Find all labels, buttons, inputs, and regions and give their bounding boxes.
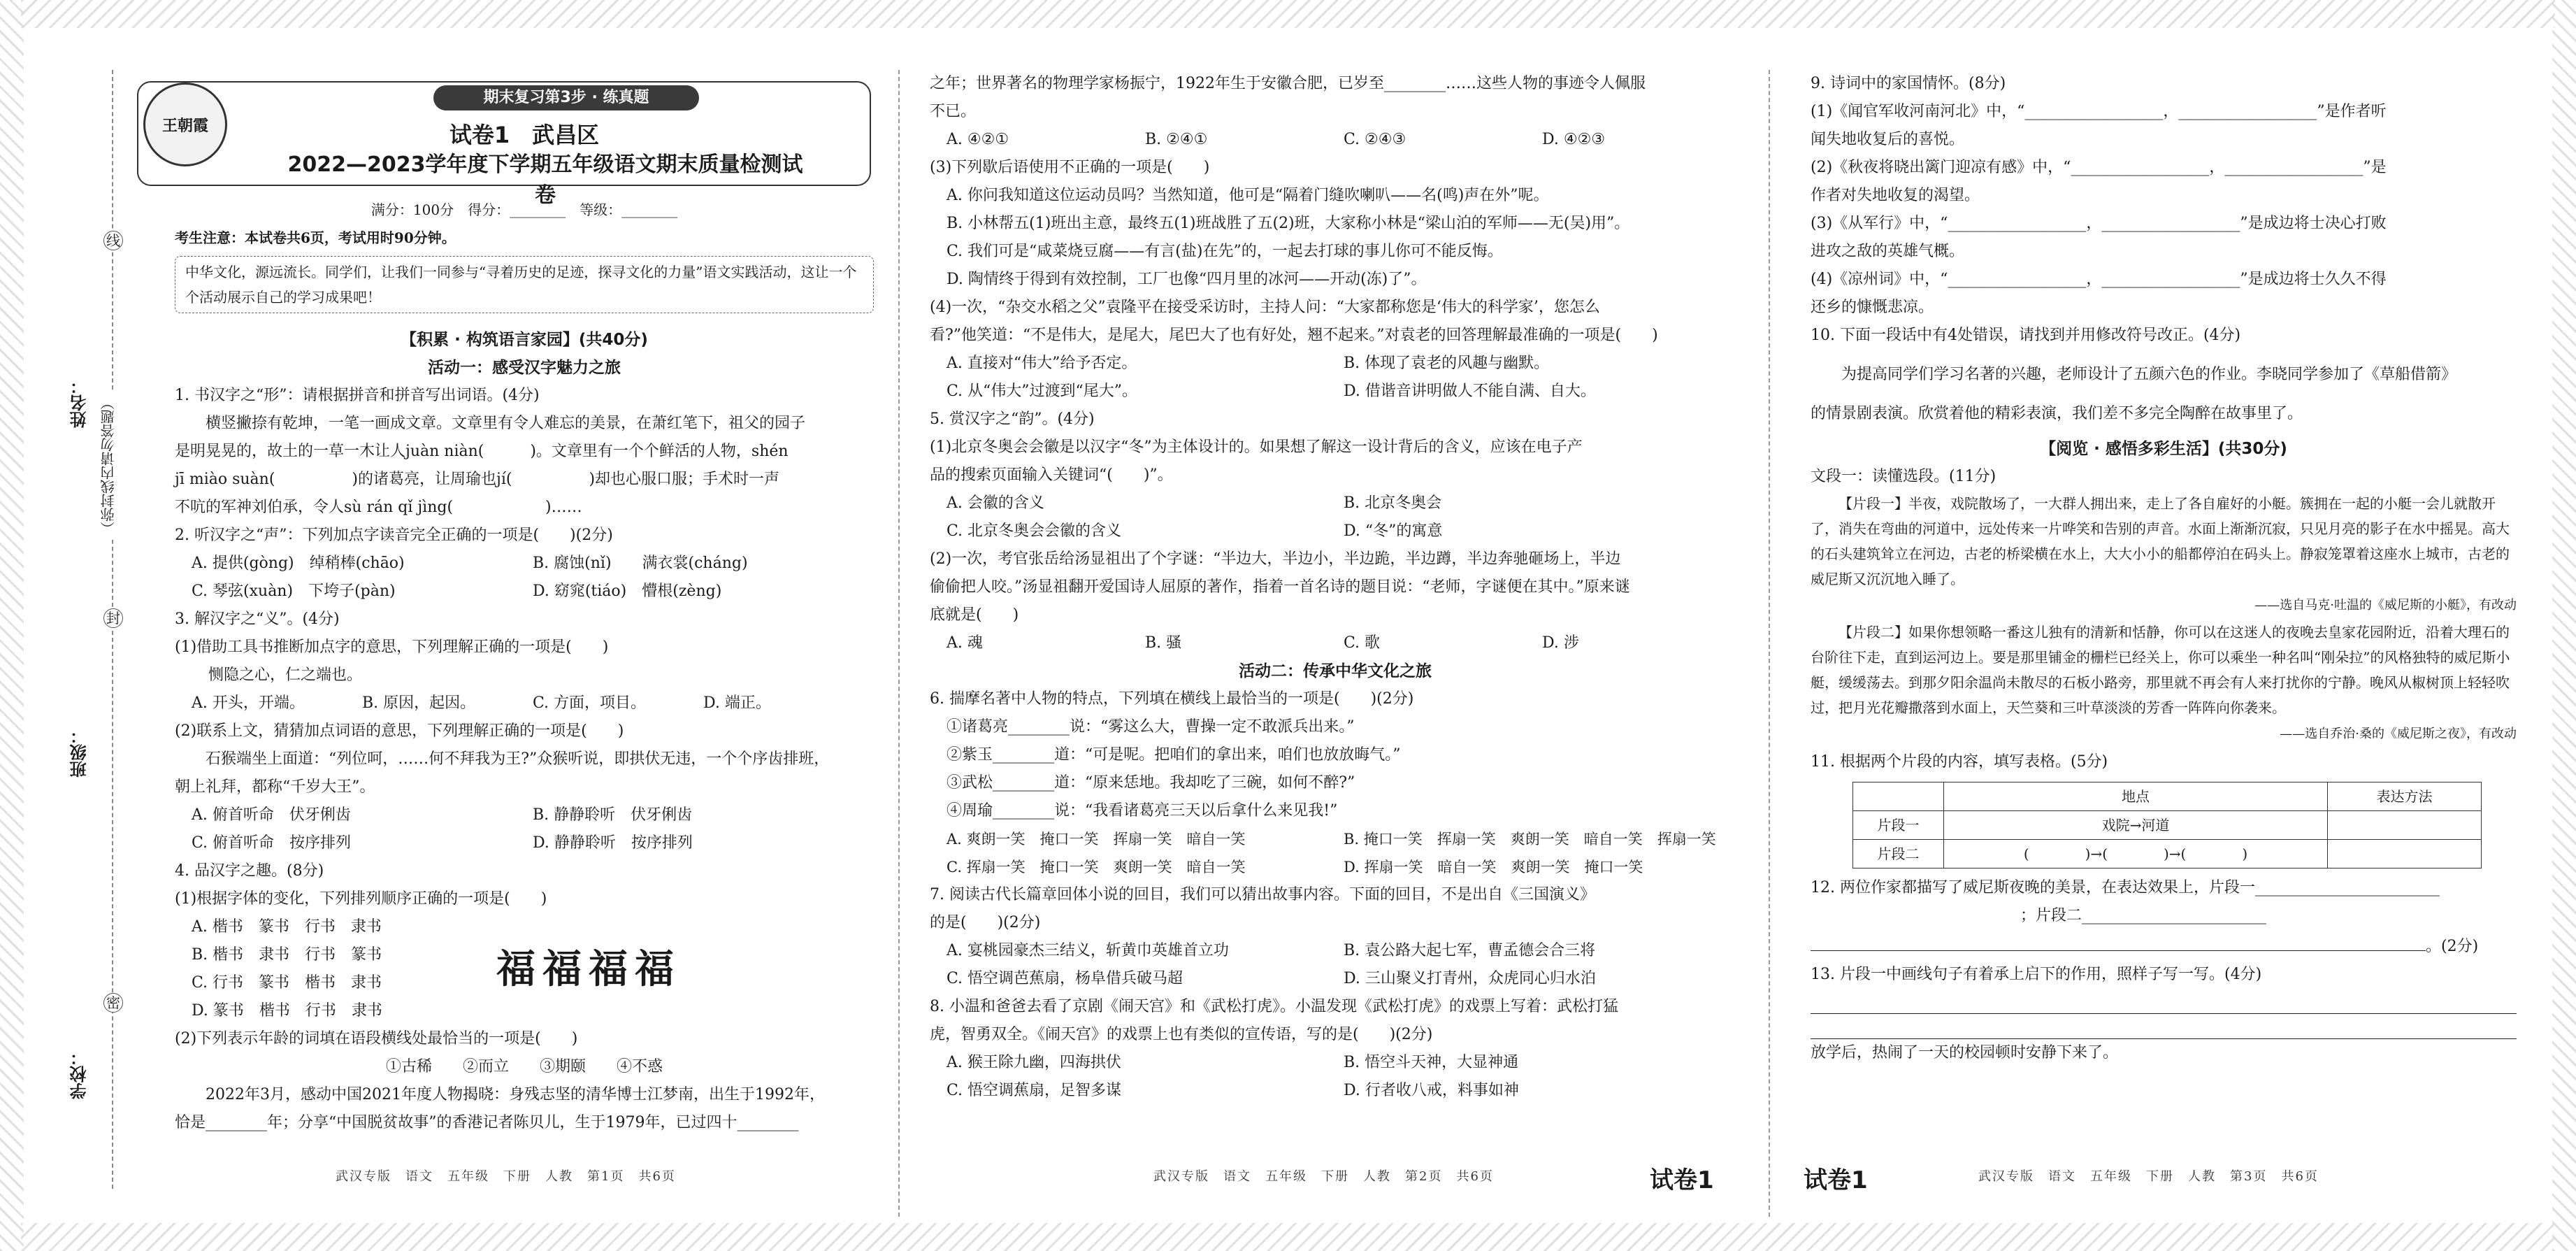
q3-2-option-c[interactable]: C. 俯首听命 按序排列: [192, 834, 352, 852]
q4-part2: (2)下列表示年龄的词填在语段横线处最恰当的一项是( ): [175, 1030, 578, 1048]
q11-row1-method[interactable]: [2328, 811, 2482, 840]
q2: 2. 听汉字之“声”：下列加点字读音完全正确的一项是( )(2分): [175, 527, 613, 544]
page-1: [175, 196, 874, 1251]
page-1-footer: 武汉专版 语文 五年级 下册 人教 第1页 共6页: [336, 1169, 676, 1184]
q13-answer-line-1[interactable]: [1811, 989, 2517, 1014]
q11-table: [1852, 782, 2482, 868]
q5-2-option-b[interactable]: B. 骚: [1145, 634, 1182, 652]
q7-option-a[interactable]: A. 宴桃园豪杰三结义，斩黄巾英雄首立功: [947, 942, 1229, 959]
page-divider-1: [898, 70, 900, 1217]
q1-text-4: 不吭的军神刘伯承，令人sù rán qǐ jìng( )……: [175, 499, 582, 516]
q4-4-option-b[interactable]: B. 体现了袁老的风趣与幽默。: [1344, 355, 1550, 372]
page-2-exam-tag: 试卷1: [1650, 1166, 1714, 1194]
q3-part1: (1)借助工具书推断加点字的意思，下列理解正确的一项是( ): [175, 638, 609, 656]
school-label: 学校：: [69, 1049, 89, 1099]
fragment-1-source: ——选自马克·吐温的《威尼斯的小艇》，有改动: [2254, 598, 2517, 613]
q3-quote-2: 石猴端坐上面道：“列位呵，……何不拜我为王?”众猴听说，即拱伏无违，一个个序齿排班，: [206, 750, 830, 768]
q3-2-option-b[interactable]: B. 静静聆听 伏牙俐齿: [533, 806, 693, 824]
q4-4-b: 看?”他笑道：“不是伟大，是尾大，尾巴大了也有好处，翘不起来。”对袁老的回答理解最准确的一项是( ): [930, 327, 1658, 344]
q6-option-c[interactable]: C. 挥扇一笑 掩口一笑 爽朗一笑 暗自一笑: [947, 859, 1246, 875]
q4-text-1: 2022年3月，感动中国2021年度人物揭晓：身残志坚的清华博士江梦南，出生于1992年，: [206, 1086, 825, 1103]
q4-2-option-b[interactable]: B. ②④①: [1145, 131, 1208, 148]
q4-2-option-a[interactable]: A. ④②①: [947, 131, 1009, 148]
q5: 5. 赏汉字之“韵”。(4分): [930, 410, 1095, 428]
q5-1-option-d[interactable]: D. “冬”的寓意: [1344, 522, 1443, 540]
q13-example: 放学后，热闹了一天的校园顿时安静下来了。: [1811, 1044, 2119, 1061]
p2-text-a: 之年；世界著名的物理学家杨振宁，1922年生于安徽合肥，已岁至________……这些人物的事迹令人佩服: [930, 75, 1646, 92]
exam-subtitle: 2022—2023学年度下学期五年级语文期末质量检测试卷: [287, 152, 803, 208]
q11-row2-label: 片段二: [1853, 840, 1944, 868]
q8-option-b[interactable]: B. 悟空斗天神，大显神通: [1344, 1054, 1519, 1071]
q12-score: 。(2分): [2426, 938, 2479, 955]
q13-answer-line-2[interactable]: [1811, 1014, 2517, 1039]
q3-quote: 恻隐之心，仁之端也。: [208, 666, 363, 684]
q3: 3. 解汉字之“义”。(4分): [175, 610, 340, 628]
q6-option-b[interactable]: B. 掩口一笑 挥扇一笑 爽朗一笑 暗自一笑 挥扇一笑: [1344, 831, 1716, 848]
score-line: 满分：100分 得分：________ 等级：________: [370, 201, 678, 218]
q2-option-b[interactable]: B. 腐蚀(nǐ) 满衣裳(cháng): [533, 555, 748, 572]
q6-line-2: ②紫玉________道：“可是呢。把咱们的拿出来，咱们也放放晦气。”: [947, 746, 1401, 764]
activity-1-heading: 活动一：感受汉字魅力之旅: [428, 359, 621, 377]
section-2-heading: 【阅览 · 感悟多彩生活】(共30分): [2040, 440, 2287, 458]
reading-passage-label: 文段一：读懂选段。(11分): [1811, 468, 1996, 485]
q4-option-c[interactable]: C. 行书 篆书 楷书 隶书: [192, 974, 382, 992]
wavy-border-right: [2552, 0, 2576, 1251]
q3-option-a[interactable]: A. 开头，开端。: [192, 694, 305, 712]
page-3-exam-tag: 试卷1: [1804, 1166, 1868, 1194]
q5-1: (1)北京冬奥会会徽是以汉字“冬”为主体设计的。如果想了解这一设计背后的含义，应该在电子产: [930, 438, 1583, 456]
q4-2-option-c[interactable]: C. ②④③: [1344, 131, 1406, 148]
q5-2b: 偷偷把人咬。”汤显祖翻开爱国诗人屈原的著作，指着一首名诗的题目说：“老师，字谜便在其中。”原来谜: [930, 578, 1630, 596]
q11-row1-place: 戏院→河道: [1944, 811, 2328, 840]
q12-answer-line[interactable]: [1811, 930, 2426, 951]
class-label: 班级：: [69, 727, 89, 778]
page-3-footer: 武汉专版 语文 五年级 下册 人教 第3页 共6页: [1978, 1169, 2319, 1184]
q4-3-option-c[interactable]: C. 我们可是“咸菜烧豆腐——有言(盐)在先”的，一起去打球的事儿你可不能反悔。: [947, 243, 1503, 260]
q9-line-8: 还乡的慷慨悲凉。: [1811, 299, 1934, 316]
q12: 12. 两位作家都描写了威尼斯夜晚的美景，在表达效果上，片段一________________________: [1811, 879, 2440, 896]
page-2: [930, 70, 1741, 1196]
review-badge: 期末复习第3步 · 练真题: [433, 85, 699, 110]
q5-2-option-a[interactable]: A. 魂: [947, 634, 983, 652]
q9-line-1: (1)《闻官军收河南河北》中，“__________________，__________________”是作者听: [1811, 103, 2387, 120]
page-3: [1811, 70, 2517, 1196]
q2-option-c[interactable]: C. 琴弦(xuàn) 下垮子(pàn): [192, 582, 396, 600]
calligraphy-glyphs: 福福福福: [496, 946, 681, 992]
q4-age-words: ①古稀 ②而立 ③期颐 ④不惑: [385, 1058, 663, 1075]
q7-option-b[interactable]: B. 袁公路大起七军，曹孟德会合三将: [1344, 942, 1596, 959]
q6: 6. 揣摩名著中人物的特点，下列填在横线上最恰当的一项是( )(2分): [930, 690, 1414, 708]
q5-2-option-d[interactable]: D. 涉: [1542, 634, 1579, 652]
q5-1b: 品的搜索页面输入关键词“( )”。: [930, 466, 1173, 484]
q7-option-c[interactable]: C. 悟空调芭蕉扇，杨阜借兵破马超: [947, 970, 1183, 987]
intro-box: 中华文化，源远流长。同学们，让我们一同参与“寻着历史的足迹，探寻文化的力量”语文实践活动，这让一个个活动展示自己的学习成果吧！: [175, 256, 874, 313]
q4-part1: (1)根据字体的变化，下列排列顺序正确的一项是( ): [175, 890, 547, 908]
q9-line-6: 进攻之敌的英雄气概。: [1811, 243, 1965, 260]
wavy-border-top: [21, 0, 2555, 28]
p2-text-b: 不已。: [930, 103, 977, 120]
q12-line-2: ；片段二________________________: [2020, 907, 2267, 924]
q1-text-1: 横竖撇捺有乾坤，一笔一画成文章。文章里有令人难忘的美景，在萧红笔下，祖父的园子: [206, 415, 806, 432]
q6-line-1: ①诸葛亮________说：“雾这么大，曹操一定不敢派兵出来。”: [947, 718, 1355, 736]
q11-row1-label: 片段一: [1853, 811, 1944, 840]
q4: 4. 品汉字之趣。(8分): [175, 862, 324, 880]
q4-4-option-a[interactable]: A. 直接对“伟大”给予否定。: [947, 355, 1137, 372]
q4-text-2: 恰是________年；分享“中国脱贫故事”的香港记者陈贝儿，生于1979年，已过四十________: [175, 1114, 799, 1131]
q9-line-5: (3)《从军行》中，“__________________，__________________”是成边将士决心打败: [1811, 215, 2387, 232]
q8-option-d[interactable]: D. 行者收八戒，料事如神: [1344, 1082, 1519, 1099]
seal-mark-1: 线: [103, 231, 123, 250]
q10: 10. 下面一段话中有4处错误，请找到并用修改符号改正。(4分): [1811, 327, 2241, 344]
publisher-logo: 王朝霞: [143, 83, 227, 166]
q1-text-2: 是明晃晃的，故土的一草一木让人juàn niàn( )。文章里有一个个鲜活的人物，shén: [175, 443, 789, 460]
q8: 8. 小温和爸爸去看了京剧《闹天宫》和《武松打虎》。小温发现《武松打虎》的戏票上写着：武松打猛: [930, 998, 1618, 1015]
q10-text-2: 的情景剧表演。欣赏着他的精彩表演，我们差不多完全陶醉在故事里了。: [1811, 405, 2303, 422]
q4-3-option-a[interactable]: A. 你问我知道这位运动员吗？当然知道，他可是“隔着门缝吹喇叭——名(鸣)声在外”呢。: [947, 187, 1549, 204]
q3-quote-3: 朝上礼拜，都称“千岁大王”。: [175, 778, 375, 796]
q9-line-4: 作者对失地收复的渴望。: [1811, 187, 1980, 204]
q11-header-blank: [1853, 782, 1944, 811]
q4-4-option-d[interactable]: D. 借谐音讲明做人不能自满、自大。: [1344, 383, 1596, 400]
q11-row2-method[interactable]: [2328, 840, 2482, 868]
q1-text-3: jī miào suàn( )的诸葛亮，让周瑜也jí( )却也心服口服；手术时一声: [175, 471, 780, 488]
seal-mark-2: 封: [103, 608, 123, 628]
q3-option-d[interactable]: D. 端正。: [703, 694, 771, 712]
q11-header-place: 地点: [1944, 782, 2328, 811]
section-1-heading: 【积累 · 构筑语言家园】(共40分): [401, 331, 648, 349]
q4-option-a[interactable]: A. 楷书 篆书 行书 隶书: [192, 918, 382, 936]
q10-text-1: 为提高同学们学习名著的兴趣，老师设计了五颜六色的作业。李晓同学参加了《草船借箭》: [1841, 366, 2457, 383]
q7-option-d[interactable]: D. 三山聚义打青州，众虎同心归水泊: [1344, 970, 1596, 987]
q3-2-option-d[interactable]: D. 静静聆听 按序排列: [533, 834, 693, 852]
q4-3-option-b[interactable]: B. 小林帮五(1)班出主意，最终五(1)班战胜了五(2)班，大家称小林是“梁山泊的军师——无(吴)用”。: [947, 215, 1630, 232]
q9-line-2: 闻失地收复后的喜悦。: [1811, 131, 1965, 148]
q9: 9. 诗词中的家国情怀。(8分): [1811, 75, 2006, 92]
q9-line-3: (2)《秋夜将晓出篱门迎凉有感》中，“__________________，__________________”是: [1811, 159, 2387, 176]
q4-4: (4)一次，“杂交水稻之父”袁隆平在接受采访时，主持人问：“大家都称您是‘伟大的科学家’，您怎么: [930, 299, 1600, 316]
q11: 11. 根据两个片段的内容，填写表格。(5分): [1811, 753, 2108, 771]
fragment-2: 【片段二】如果你想领略一番这儿独有的清新和恬静，你可以在这迷人的夜晚去皇家花园附近，沿着大理石的台阶往下走，直到运河边上。要是那里铺金的栅栏已经关上，你可以乘坐一种名叫“刚朵拉”的风格独特的威尼斯小艇，缓缓荡去。到那夕阳余温尚未散尽的石板小路旁，那里就不再会有人来打扰你的宁静。晚风从椒树顶上轻轻吹过，把月光花瓣撒落到水面上，天竺葵和三叶草淡淡的芳香一阵阵向你袭来。: [1811, 624, 2510, 716]
q4-3-option-d[interactable]: D. 陶情终于得到有效控制，工厂也像“四月里的冰河——开动(冻)了”。: [947, 271, 1427, 288]
q7-b: 的是( )(2分): [930, 914, 1041, 931]
q8-b: 虎，智勇双全。《闹天宫》的戏票上也有类似的宣传语，写的是( )(2分): [930, 1026, 1433, 1043]
fragment-1: 【片段一】半夜，戏院散场了，一大群人拥出来，走上了各自雇好的小艇。簇拥在一起的小艇一会儿就散开了，消失在弯曲的河道中，远处传来一片哗笑和告别的声音。水面上渐渐沉寂，只见月亮的影子在水中摇晃。高大的石头建筑耸立在河边，古老的桥梁横在水上，大大小小的船都停泊在码头上。静寂笼罩着这座水上城市，古老的威尼斯又沉沉地入睡了。: [1811, 495, 2510, 587]
exam-notice: 考生注意：本试卷共6页，考试用时90分钟。: [175, 229, 456, 246]
q4-4-option-c[interactable]: C. 从“伟大”过渡到“尾大”。: [947, 383, 1138, 400]
q4-2-option-d[interactable]: D. ④②③: [1542, 131, 1606, 148]
q9-line-7: (4)《凉州词》中，“__________________，__________________”是成边将士久久不得: [1811, 271, 2387, 288]
q13: 13. 片段一中画线句子有着承上启下的作用，照样子写一写。(4分): [1811, 966, 2262, 983]
q7: 7. 阅读古代长篇章回体小说的回目，我们可以猜出故事内容。下面的回目，不是出自《三国演义》: [930, 886, 1595, 903]
q5-2-option-c[interactable]: C. 歌: [1344, 634, 1381, 652]
q5-2: (2)一次，考官张岳给汤显祖出了个字谜：“半边大，半边小，半边跪，半边蹲，半边奔驰砸场上，半边: [930, 550, 1621, 568]
q11-header-method: 表达方法: [2328, 782, 2482, 811]
q2-option-d[interactable]: D. 窈窕(tiáo) 懵根(zèng): [533, 582, 722, 600]
fragment-2-source: ——选自乔治·桑的《威尼斯之夜》，有改动: [2280, 727, 2517, 741]
q11-row2-place[interactable]: ( )→( )→( ): [1944, 840, 2328, 868]
q8-option-a[interactable]: A. 猴王除九幽，四海拱伏: [947, 1054, 1121, 1071]
q2-option-a[interactable]: A. 提供(gòng) 绰稍棒(chāo): [192, 555, 405, 572]
q4-option-d[interactable]: D. 篆书 楷书 行书 隶书: [192, 1002, 382, 1020]
q5-1-option-b[interactable]: B. 北京冬奥会: [1344, 494, 1442, 512]
q4-option-b[interactable]: B. 楷书 隶书 行书 篆书: [192, 946, 382, 964]
q5-1-option-c[interactable]: C. 北京冬奥会会徽的含义: [947, 522, 1122, 540]
q8-option-c[interactable]: C. 悟空调蕉扇，足智多谋: [947, 1082, 1122, 1099]
q3-option-c[interactable]: C. 方面，项目。: [533, 694, 647, 712]
seal-mark-3: 密: [103, 993, 123, 1013]
q3-part2: (2)联系上文，猜猜加点词语的意思，下列理解正确的一项是( ): [175, 722, 624, 740]
q5-1-option-a[interactable]: A. 会徽的含义: [947, 494, 1044, 512]
q6-option-d[interactable]: D. 挥扇一笑 暗自一笑 爽朗一笑 掩口一笑: [1344, 859, 1643, 875]
q5-2c: 底就是( ): [930, 606, 1019, 624]
exam-title: 试卷1 武昌区: [449, 122, 600, 148]
q6-line-3: ③武松________道：“原来恁地。我却吃了三碗，如何不醉?”: [947, 774, 1355, 792]
q1: 1. 书汉字之“形”：请根据拼音和拼音写出词语。(4分): [175, 387, 540, 404]
q6-option-a[interactable]: A. 爽朗一笑 掩口一笑 挥扇一笑 暗自一笑: [947, 831, 1246, 848]
q3-2-option-a[interactable]: A. 俯首听命 伏牙俐齿: [192, 806, 351, 824]
q4-3: (3)下列歇后语使用不正确的一项是( ): [930, 159, 1210, 176]
q3-option-b[interactable]: B. 原因，起因。: [362, 694, 476, 712]
seal-hint: （弥封线内请勿答题）: [98, 392, 118, 540]
q6-line-4: ④周瑜________说：“我看诸葛亮三天以后拿什么来见我!”: [947, 802, 1338, 820]
activity-2-heading: 活动二：传承中华文化之旅: [1239, 662, 1432, 680]
name-label: 姓名：: [69, 378, 89, 428]
wavy-border-left: [0, 0, 24, 1251]
page-divider-2: [1769, 70, 1770, 1217]
page-2-footer: 武汉专版 语文 五年级 下册 人教 第2页 共6页: [1153, 1169, 1494, 1184]
